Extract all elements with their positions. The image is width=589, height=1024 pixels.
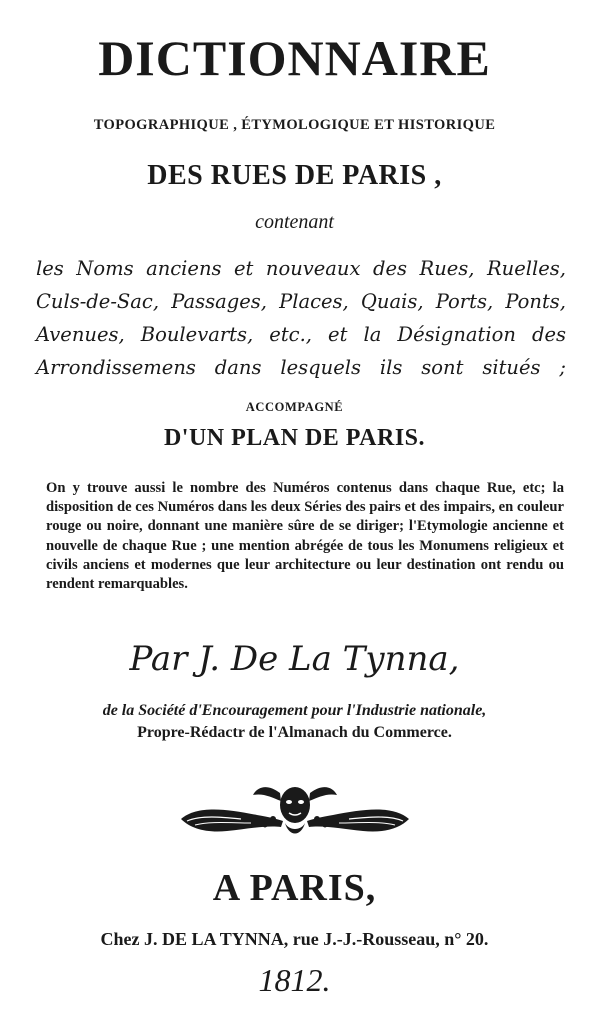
plan-title: D'UN PLAN DE PARIS. [163,425,426,451]
publisher-line: Chez J. DE LA TYNNA, rue J.-J.-Rousseau, n° 20. [100,929,489,949]
contenant-text: contenant [255,211,334,233]
society-affiliation: de la Société d'Encouragement pour l'Industrie nationale, [102,702,487,719]
subtitle-line-2: DES RUES DE PARIS , [147,160,442,191]
contents-line-4: Arrondissemens dans lesquels ils sont situés ; [36,356,566,379]
book-title: DICTIONNAIRE [98,30,491,86]
accompagne-text: ACCOMPAGNÉ [245,400,344,414]
publication-year: 1812. [258,962,331,998]
publication-place: A PARIS, [212,867,377,909]
contents-line-3: Avenues, Boulevarts, etc., et la Désignation des [36,323,566,346]
author-signature: Par J. De La Tynna, [129,639,460,679]
contents-line-1: les Noms anciens et nouveaux des Rues, Ruelles, [36,257,566,280]
ornament-icon [177,775,413,841]
subtitle-line-1: TOPOGRAPHIQUE , ÉTYMOLOGIQUE ET HISTORIQUE [93,117,496,133]
description-paragraph: On y trouve aussi le nombre des Numéros contenus dans chaque Rue, etc; la disposition de ces Numéros dans les deux Séries des pairs et des impairs, en couleur rouge ou noire, donnant une manière sûre de se diriger; l'Etymologie ancienne et nouvelle de chaque Rue ; une mention abrégée de tous les Monumens religieux et civils anciens et modernes que leur architecture ou leur destination ont rendu ou rendent remarquables. [46,480,564,593]
author-role: Propre-Rédactr de l'Almanach du Commerce. [137,724,452,741]
contents-line-2: Culs-de-Sac, Passages, Places, Quais, Ports, Ponts, [36,290,566,313]
contents-description [36,252,566,384]
